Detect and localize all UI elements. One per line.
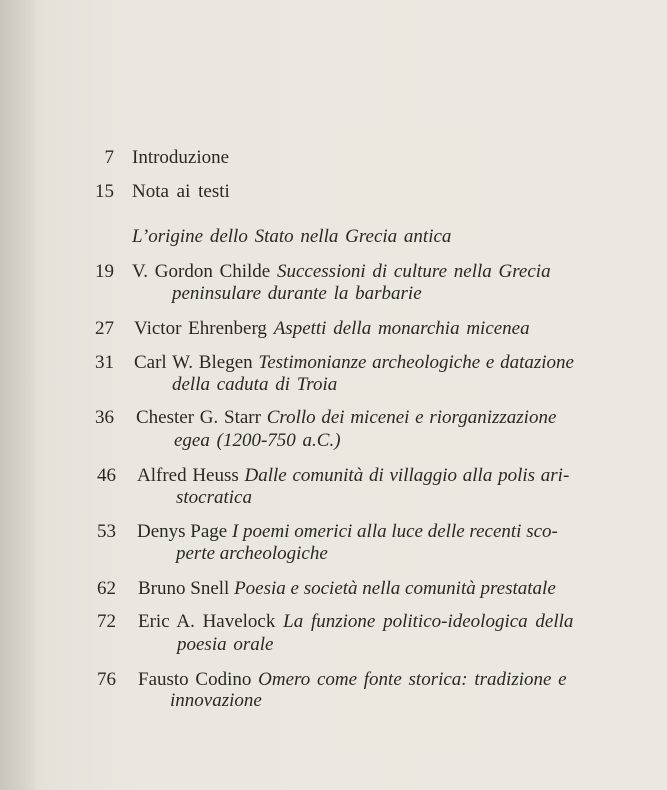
toc-entry-line: [134, 318, 530, 340]
toc-author: Eric A. Havelock: [138, 611, 276, 632]
toc-author: Denys Page: [137, 521, 228, 542]
toc-author: Carl W. Blegen: [134, 352, 253, 373]
toc-author: Chester G. Starr: [136, 407, 261, 428]
toc-title: Dalle comunità di villaggio alla polis ari-: [244, 465, 570, 486]
toc-title-continued: perte archeologiche: [176, 543, 328, 564]
toc-title-continued: poesia orale: [177, 634, 274, 655]
toc-page-number: 27: [95, 318, 114, 339]
toc-title-continued: peninsulare durante la barbarie: [172, 283, 422, 304]
toc-title: Poesia e società nella comunità prestatale: [234, 578, 556, 599]
toc-author: Bruno Snell: [138, 578, 230, 599]
toc-entry-line: [138, 578, 556, 600]
toc-title: Omero come fonte storica: tradizione e: [258, 669, 567, 690]
toc-author: V. Gordon Childe: [132, 261, 271, 282]
toc-title: La funzione politico-ideologica della: [283, 611, 574, 632]
toc-title: Aspetti della monarchia micenea: [273, 318, 530, 339]
toc-title: Crollo dei micenei e riorganizzazione: [266, 407, 557, 428]
toc-title-continued: stocratica: [176, 487, 252, 508]
toc-title: Successioni di culture nella Grecia: [276, 261, 551, 282]
toc-title-continued: innovazione: [170, 690, 262, 711]
toc-title-continued: della caduta di Troia: [172, 374, 338, 395]
toc-title: Introduzione: [132, 147, 230, 168]
toc-entry-line: [138, 669, 567, 691]
toc-entry-line: [138, 611, 573, 633]
toc-entry-line: [132, 261, 551, 283]
toc-entry-line: [137, 521, 558, 543]
toc-page-number: 53: [97, 521, 116, 542]
toc-entry-line: [137, 465, 569, 487]
toc-author: Fausto Codino: [138, 669, 252, 690]
toc-page-number: 31: [95, 352, 114, 373]
toc-page-number: 15: [95, 181, 114, 202]
toc-page-number: 72: [97, 611, 116, 632]
toc-title: Testimonianze archeologiche e datazione: [258, 352, 574, 373]
toc-title: Nota ai testi: [132, 181, 230, 202]
toc-title: I poemi omerici alla luce delle recenti sco-: [231, 521, 558, 542]
toc-entry-line: [134, 352, 574, 374]
toc-author: Alfred Heuss: [137, 465, 239, 486]
toc-author: Victor Ehrenberg: [134, 318, 267, 339]
toc-page-number: 19: [95, 261, 114, 282]
toc-page-number: 36: [95, 407, 114, 428]
toc-page-number: 7: [104, 147, 114, 168]
toc-page-number: 46: [97, 465, 116, 486]
toc-page-number: 76: [97, 669, 116, 690]
toc-page-number: 62: [97, 578, 116, 599]
toc-entry-line: [136, 407, 556, 429]
toc-section-heading: L’origine dello Stato nella Grecia antica: [132, 226, 452, 247]
toc-title-continued: egea (1200-750 a.C.): [174, 430, 341, 451]
